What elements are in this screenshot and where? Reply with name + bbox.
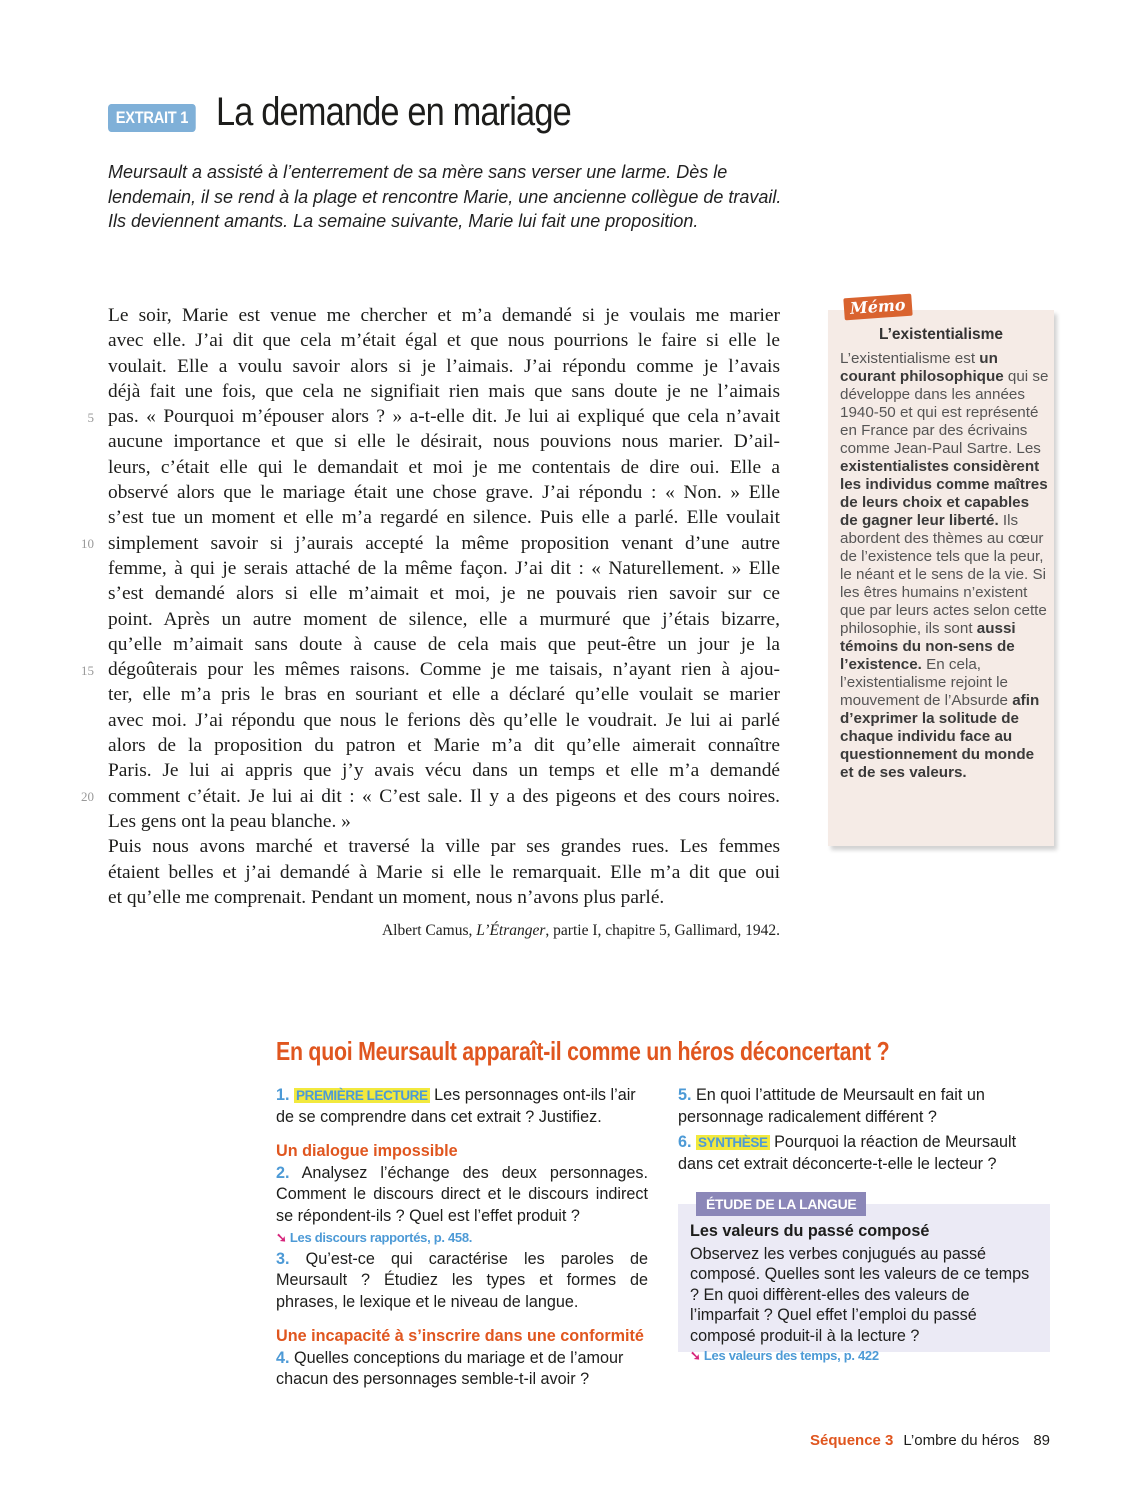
- memo-title: L’existentialisme: [878, 326, 1004, 343]
- questions-left-column: [276, 1085, 648, 1391]
- text-line: observé alors que le mariage était une chose grave. J’ai répondu : « Non. » Elle: [108, 482, 780, 504]
- text-line: ter, elle m’a pris le bras en souriant et elle a déclaré qu’elle voulait se marier: [108, 684, 780, 706]
- text-line: pas. « Pourquoi m’épouser alors ? » a-t-elle dit. Je lui ai expliqué que cela n’avait: [108, 406, 780, 428]
- citation-author: Albert Camus,: [381, 922, 477, 939]
- text-line: aucune importance et que si elle le désirait, nous pouvions nous marier. D’ail-: [108, 431, 780, 453]
- text-line: Paris. Je lui ai appris que j’y avais vécu dans un temps et elle m’a demandé: [108, 760, 780, 782]
- text-line: Puis nous avons marché et traversé la ville par ses grandes rues. Les femmes: [108, 836, 780, 858]
- memo-label: Mémo: [843, 294, 912, 321]
- source-citation: [382, 922, 780, 940]
- reference-link[interactable]: ➘ Les valeurs des temps, p. 422: [690, 1348, 879, 1363]
- line-number: 5: [87, 410, 94, 425]
- questions-right-column: [678, 1085, 1050, 1175]
- part-title: L’ombre du héros: [903, 1432, 1020, 1449]
- text-line: point. Après un autre moment de silence, elle a murmuré que j’étais bizarre,: [108, 608, 780, 630]
- text-line: dégoûterais pour les mêmes raisons. Comme je me taisais, n’ayant rien à ajou-: [108, 659, 780, 681]
- question-4: 4. Quelles conceptions du mariage et de l’amour chacun des personnages semble-t-il avoir ?: [276, 1348, 624, 1388]
- memo-text: L’existentialisme est un courant philosophique qui se développe dans les années 1940-50 et qui est représenté en France par des écrivains comme Jean-Paul Sartre. Les existentialistes considèrent les individus comme maîtres de leurs choix et capables de gagner leur liberté. Ils abordent des thèmes au cœur de l’existence tels que la peur, le néant et le sens de la vie. Si les êtres humains n’existent que par leurs actes selon cette philosophie, ils sont aussi témoins du non-sens de l’existence. En cela, l’existentialisme rejoint le mouvement de l’Absurde afin d’exprimer la solitude de chaque individu face au questionnement du monde et de ses valeurs.: [840, 350, 1049, 781]
- arrow-icon: ➘: [690, 1348, 701, 1363]
- text-line: avec elle. J’ai dit que cela m’était égal et que nous pourrions le faire si elle le: [108, 330, 780, 352]
- page-title: La demande en mariage: [216, 90, 571, 134]
- text-line: femme, à qui je serais attaché de la même façon. J’ai dit : « Naturellement. » Elle: [108, 557, 780, 579]
- text-line: alors de la proposition du patron et Marie m’a dit qu’elle aimerait connaître: [108, 735, 780, 757]
- text-line: et qu’elle me comprenait. Pendant un moment, nous n’avons plus parlé.: [108, 886, 665, 908]
- premiere-lecture-tag: PREMIÈRE LECTURE: [296, 1088, 428, 1103]
- etude-content: [690, 1221, 1042, 1367]
- text-line: avec moi. J’ai répondu que nous le ferions dès qu’elle le voudrait. Je lui ai parlé: [108, 709, 780, 731]
- etude-text: Observez les verbes conjugués au passé composé. Quelles sont les valeurs de ce temps ? En quoi diffèrent-elles des valeurs de l’imparfait ? Quel effet l’emploi du passé composé produit-il à la lecture ?: [690, 1244, 1030, 1345]
- citation-work: L’Étranger: [476, 922, 546, 939]
- question-1: 1. PREMIÈRE LECTURE Les personnages ont-ils l’air de se comprendre dans cet extrait ? Justifiez.: [276, 1086, 636, 1126]
- text-line: s’est demandé alors si elle m’aimait et moi, je ne pouvais rien savoir sur ce: [108, 583, 780, 605]
- sequence-label: Séquence 3: [810, 1432, 894, 1449]
- text-line: qu’elle m’aimait sans doute à cause de cela mais que peut-être un jour je la: [108, 633, 780, 655]
- page-number: 89: [1033, 1432, 1050, 1449]
- text-line: Le soir, Marie est venue me chercher et m’a demandé si je voulais me marier: [108, 305, 780, 326]
- questions-title: En quoi Meursault apparaît-il comme un héros déconcertant ?: [276, 1036, 890, 1066]
- etude-label: ÉTUDE DE LA LANGUE: [696, 1192, 866, 1216]
- citation-rest: , partie I, chapitre 5, Gallimard, 1942.: [545, 922, 780, 939]
- question-2: 2. Analysez l’échange des deux personnages. Comment le discours direct et le discours indirect se répondent-ils ? Quel est l’effet produit ?: [276, 1163, 648, 1225]
- page-footer: [810, 1432, 1050, 1449]
- text-line: déjà fait une fois, que cela ne signifiait rien mais que sans doute je ne l’aimais: [108, 380, 780, 402]
- extrait-badge: EXTRAIT 1: [108, 104, 196, 132]
- line-number: 15: [81, 663, 94, 678]
- subheading-conformite: Une incapacité à s’inscrire dans une conformité: [276, 1327, 644, 1345]
- text-line: comment c’était. Je lui ai dit : « C’est sale. Il y a des pigeons et des cours noires.: [108, 785, 780, 807]
- line-number: 10: [81, 536, 94, 551]
- synthese-tag: SYNTHÈSE: [698, 1135, 768, 1150]
- text-line: étaient belles et j’ai demandé à Marie si elle le remarquait. Elle m’a dit que oui: [108, 861, 780, 883]
- line-number: 20: [81, 789, 94, 804]
- text-line: Les gens ont la peau blanche. »: [108, 810, 351, 832]
- arrow-icon: ➘: [276, 1230, 287, 1245]
- reference-link[interactable]: ➘ Les discours rapportés, p. 458.: [276, 1230, 473, 1245]
- subheading-dialogue: Un dialogue impossible: [276, 1142, 458, 1160]
- question-5: 5. En quoi l’attitude de Meursault en fait un personnage radicalement différent ?: [678, 1086, 985, 1126]
- question-3: 3. Qu’est-ce qui caractérise les paroles de Meursault ? Étudiez les types et formes de phrases, le lexique et le niveau de langue.: [276, 1249, 648, 1311]
- question-6: 6. SYNTHÈSE Pourquoi la réaction de Meursault dans cet extrait déconcerte-t-elle le lecteur ?: [678, 1133, 1017, 1173]
- intro-paragraph: Meursault a assisté à l’enterrement de sa mère sans verser une larme. Dès le lendemain, il se rend à la plage et rencontre Marie, une ancienne collègue de travail. Ils deviennent amants. La semaine suivante, Marie lui fait une proposition.: [108, 162, 782, 231]
- etude-heading: Les valeurs du passé composé: [690, 1222, 930, 1240]
- text-line: leurs, c’était elle qui le demandait et moi je me contentais de dire oui. Elle a: [108, 456, 780, 478]
- text-line: voulait. Elle a voulu savoir alors si je l’aimais. J’ai répondu comme je l’avais: [108, 355, 780, 377]
- extract-text: [108, 303, 780, 910]
- text-line: s’est tue un moment et elle m’a regardé en silence. Puis elle a parlé. Elle voulait: [108, 507, 780, 529]
- text-line: simplement savoir si j’aurais accepté la même proposition venant d’une autre: [108, 532, 780, 554]
